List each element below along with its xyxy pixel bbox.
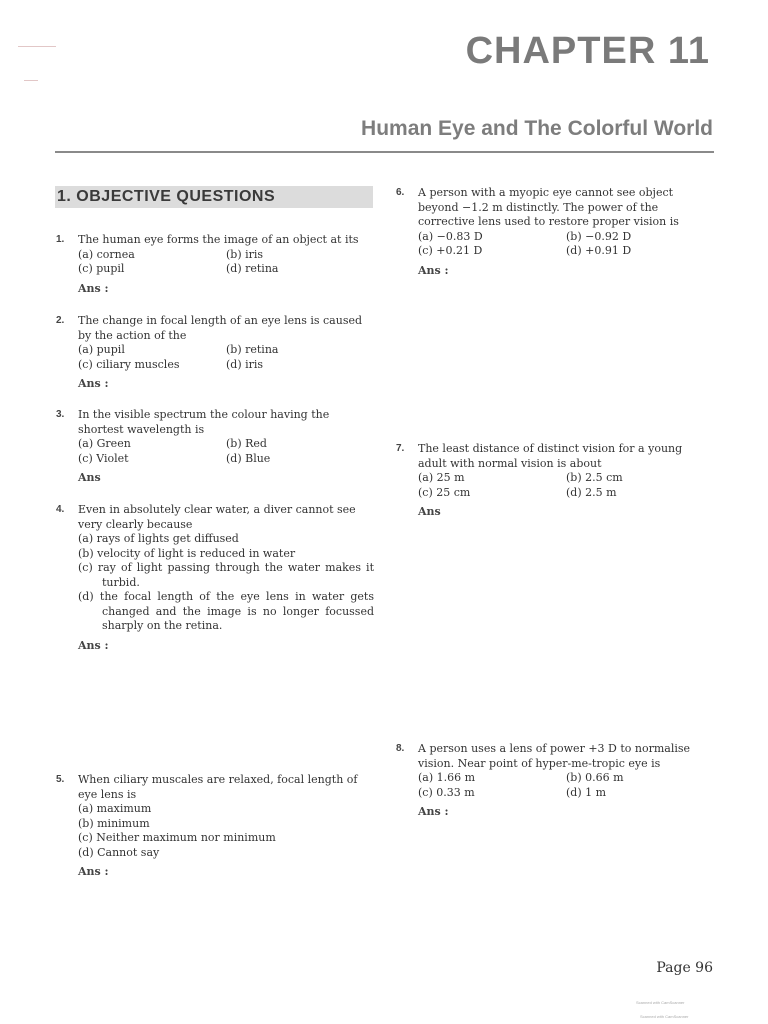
question-stem: When ciliary muscales are relaxed, focal length of eye lens is: [78, 773, 358, 801]
option-d: (d) Blue: [226, 451, 271, 465]
option-c: (c) ciliary muscles: [78, 357, 180, 371]
option-c: (c) Violet: [78, 451, 129, 465]
option-a: (a) 25 m: [418, 471, 465, 484]
question-stem: The change in focal length of an eye lens is caused by the action of the: [78, 314, 363, 342]
question-number: 2.: [56, 315, 65, 326]
question-number: 3.: [56, 409, 65, 420]
question-number: 6.: [396, 187, 405, 198]
option-b: (b) 2.5 cm: [566, 471, 623, 484]
question-number: 8.: [396, 743, 405, 754]
option-d: (d) +0.91 D: [566, 244, 632, 257]
answer-label: Ans: [78, 471, 101, 484]
answer-label: Ans :: [78, 865, 109, 878]
option-c: (c) 25 cm: [418, 485, 471, 499]
option-c: (c) 0.33 m: [418, 785, 475, 799]
option-c: (c) Neither maximum nor minimum: [78, 831, 276, 844]
answer-label: Ans :: [78, 377, 109, 390]
question-stem: Even in absolutely clear water, a diver cannot see very clearly because: [78, 503, 356, 531]
option-a: (a) 1.66 m: [418, 771, 476, 784]
question-5: [56, 773, 374, 880]
question-4: [56, 503, 374, 653]
question-number: 1.: [56, 234, 65, 245]
option-a: (a) Green: [78, 437, 131, 450]
option-b: (b) Red: [226, 437, 267, 450]
option-a: (a) rays of lights get diffused: [78, 532, 239, 545]
question-stem: A person with a myopic eye cannot see object beyond −1.2 m distinctly. The power of the corrective lens used to restore proper vision is: [418, 186, 679, 228]
answer-label: Ans :: [418, 263, 449, 277]
option-d: (d) 2.5 m: [566, 485, 617, 499]
question-number: 5.: [56, 774, 65, 785]
question-number: 4.: [56, 504, 65, 515]
chapter-heading: CHAPTER 11: [465, 30, 710, 72]
answer-label: Ans :: [78, 281, 109, 295]
question-stem: The human eye forms the image of an object at its: [78, 233, 359, 246]
scan-watermark: Scanned with CamScanner: [640, 1014, 689, 1019]
option-c: (c) +0.21 D: [418, 244, 483, 257]
option-c: (c) pupil: [78, 262, 125, 275]
option-c: (c) ray of light passing through the water makes it turbid.: [78, 561, 374, 589]
title-divider: [55, 151, 714, 153]
question-7: [396, 442, 714, 520]
option-b: (b) velocity of light is reduced in water: [78, 546, 296, 560]
option-d: (d) iris: [226, 357, 264, 371]
option-b: (b) 0.66 m: [566, 771, 624, 784]
answer-label: Ans: [418, 505, 441, 518]
option-d: (d) 1 m: [566, 785, 607, 799]
question-2: [56, 314, 374, 392]
option-b: (b) minimum: [78, 816, 150, 830]
option-b: (b) −0.92 D: [566, 229, 632, 243]
option-a: (a) −0.83 D: [418, 229, 483, 243]
option-d: (d) the focal length of the eye lens in water gets changed and the image is no longer focussed sharply on the retina.: [78, 590, 374, 632]
scan-watermark: Scanned with CamScanner: [636, 1000, 685, 1005]
answer-label: Ans :: [78, 638, 109, 652]
page-number: Page 96: [656, 960, 713, 976]
chapter-subtitle: Human Eye and The Colorful World: [361, 117, 713, 140]
option-a: (a) cornea: [78, 247, 135, 261]
option-a: (a) pupil: [78, 343, 125, 356]
question-3: [56, 408, 374, 486]
question-number: 7.: [396, 443, 405, 454]
question-1: [56, 233, 374, 296]
option-d: (d) Cannot say: [78, 845, 160, 859]
question-stem: In the visible spectrum the colour having the shortest wavelength is: [78, 408, 330, 436]
question-6: [396, 186, 714, 278]
question-stem: The least distance of distinct vision for a young adult with normal vision is about: [418, 442, 683, 470]
option-d: (d) retina: [226, 262, 279, 275]
answer-label: Ans :: [418, 805, 449, 818]
option-b: (b) retina: [226, 343, 279, 356]
option-b: (b) iris: [226, 247, 264, 261]
option-a: (a) maximum: [78, 802, 152, 815]
question-8: [396, 742, 714, 820]
question-stem: A person uses a lens of power +3 D to normalise vision. Near point of hyper-me-tropic eye is: [418, 742, 691, 770]
section-heading: 1. OBJECTIVE QUESTIONS: [55, 186, 373, 208]
